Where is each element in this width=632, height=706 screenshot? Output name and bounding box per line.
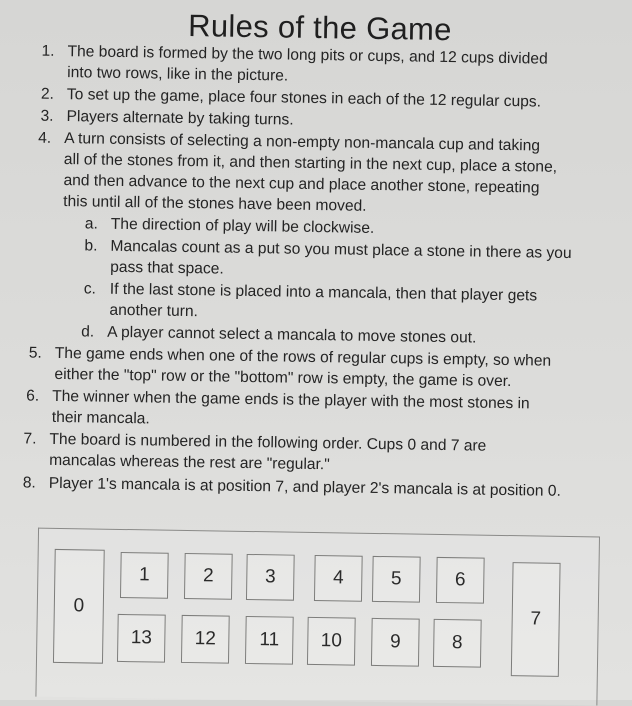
rule-line xyxy=(23,474,561,500)
rule-text: The game ends when one of the rows of regular cups is empty, so when xyxy=(54,344,552,370)
rule-line xyxy=(41,86,541,112)
rule-text: The direction of play will be clockwise. xyxy=(110,215,375,237)
cup-12: 12 xyxy=(181,615,230,664)
cup-1: 1 xyxy=(120,552,169,599)
rule-line: their mancala. xyxy=(51,408,150,428)
rule-text: Mancalas count as a put so you must place a stone in there as you xyxy=(110,237,572,263)
rule-line xyxy=(40,108,293,130)
rule-number: a. xyxy=(84,215,99,233)
rule-number: 6. xyxy=(26,387,40,405)
cup-11: 11 xyxy=(245,616,294,665)
mancala-cup-0: 0 xyxy=(53,549,105,664)
rule-line: either the "top" row or the "bottom" row is empty, the game is over. xyxy=(54,365,512,391)
rule-number: 2. xyxy=(40,85,55,103)
mancala-board xyxy=(35,528,600,706)
rule-text: To set up the game, place four stones in each of the 12 regular cups. xyxy=(66,86,542,111)
cup-9: 9 xyxy=(371,618,420,667)
rule-number: 4. xyxy=(38,129,52,147)
rule-text: A player cannot select a mancala to move stones out. xyxy=(107,323,477,347)
cup-3: 3 xyxy=(246,554,295,601)
rule-number: 8. xyxy=(22,474,36,492)
rule-number: 5. xyxy=(28,344,42,362)
cup-5: 5 xyxy=(372,556,421,603)
subrule-line xyxy=(81,323,476,347)
rule-line: mancalas whereas the rest are "regular." xyxy=(49,451,330,474)
subrule-line xyxy=(85,215,375,238)
rule-text: The board is numbered in the following order. Cups 0 and 7 are xyxy=(49,430,487,455)
rule-number: 7. xyxy=(23,430,37,448)
cup-2: 2 xyxy=(184,553,233,600)
subrule-line: another turn. xyxy=(109,301,199,321)
rule-number: 1. xyxy=(41,42,55,60)
rule-number: c. xyxy=(83,280,97,298)
rule-number: d. xyxy=(81,323,95,341)
rule-line: into two rows, like in the picture. xyxy=(67,64,289,85)
page-title: Rules of the Game xyxy=(187,7,453,48)
cup-8: 8 xyxy=(433,619,482,668)
rule-text: A turn consists of selecting a non-empty non-mancala cup and taking xyxy=(64,130,541,155)
cup-10: 10 xyxy=(307,617,356,666)
rule-line: and then advance to the next cup and place another stone, repeating xyxy=(63,172,540,197)
rule-text: The board is formed by the two long pits or cups, and 12 cups divided xyxy=(67,43,548,68)
mancala-cup-7: 7 xyxy=(511,562,561,677)
cup-6: 6 xyxy=(436,557,485,604)
rule-text: If the last stone is placed into a mancala, then that player gets xyxy=(109,280,538,305)
rule-text: Player 1's mancala is at position 7, and player 2's mancala is at position 0. xyxy=(48,474,562,500)
rule-number: 3. xyxy=(40,107,54,125)
rule-line: all of the stones from it, and then starting in the next cup, place a stone, xyxy=(63,151,558,176)
subrule-line: pass that space. xyxy=(110,258,224,278)
rule-line: this until all of the stones have been moved. xyxy=(63,193,367,215)
cup-13: 13 xyxy=(117,614,166,663)
cup-4: 4 xyxy=(314,555,363,602)
rule-text: Players alternate by taking turns. xyxy=(66,108,294,129)
rule-text: The winner when the game ends is the player with the most stones in xyxy=(52,387,530,413)
rule-number: b. xyxy=(84,237,98,255)
